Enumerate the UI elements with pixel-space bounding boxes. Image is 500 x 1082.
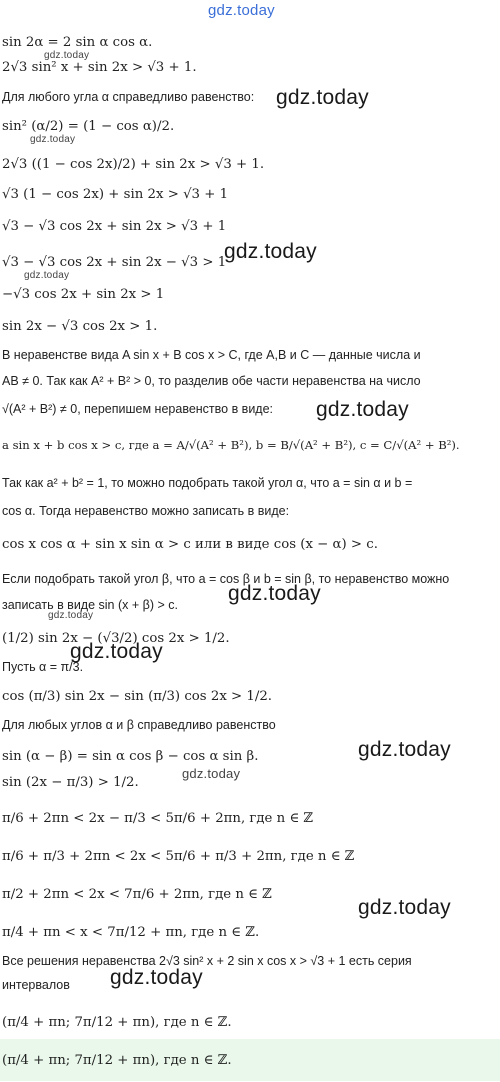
watermark-small: gdz.today bbox=[30, 134, 76, 145]
text-line: Пусть α = π/3. bbox=[2, 660, 84, 674]
answer-line: (π/4 + πn; 7π/12 + πn), где n ∈ ℤ. bbox=[2, 1053, 232, 1068]
watermark: gdz.today bbox=[358, 896, 451, 919]
watermark-top: gdz.today bbox=[208, 2, 275, 19]
watermark: gdz.today bbox=[224, 240, 317, 263]
formula-line: √3 (1 − cos 2x) + sin 2x > √3 + 1 bbox=[2, 187, 229, 202]
formula-line: π/6 + π/3 + 2πn < 2x < 5π/6 + π/3 + 2πn, где n ∈ ℤ bbox=[2, 849, 355, 864]
watermark: gdz.today bbox=[316, 398, 409, 421]
formula-line: sin (2x − π/3) > 1/2. bbox=[2, 775, 139, 790]
text-line: Если подобрать такой угол β, что a = cos β и b = sin β, то неравенство можно bbox=[2, 572, 450, 586]
text-line: В неравенстве вида A sin x + B cos x > C, где A,B и C — данные числа и bbox=[2, 348, 421, 362]
watermark: gdz.today bbox=[358, 738, 451, 761]
text-line: cos α. Тогда неравенство можно записать в виде: bbox=[2, 504, 290, 518]
text-line: записать в виде sin (x + β) > c. bbox=[2, 598, 178, 612]
formula-line: 2√3 ((1 − cos 2x)/2) + sin 2x > √3 + 1. bbox=[2, 157, 265, 172]
formula-line: sin 2α = 2 sin α cos α. bbox=[2, 35, 153, 50]
watermark: gdz.today bbox=[110, 966, 203, 989]
formula-line: π/2 + 2πn < 2x < 7π/6 + 2πn, где n ∈ ℤ bbox=[2, 887, 272, 902]
watermark: gdz.today bbox=[70, 640, 163, 663]
formula-line: π/4 + πn < x < 7π/12 + πn, где n ∈ ℤ. bbox=[2, 925, 260, 940]
text-line: Так как a² + b² = 1, то можно подобрать такой угол α, что a = sin α и b = bbox=[2, 476, 413, 490]
watermark: gdz.today bbox=[228, 582, 321, 605]
formula-line: π/6 + 2πn < 2x − π/3 < 5π/6 + 2πn, где n ∈ ℤ bbox=[2, 811, 314, 826]
formula-line: cos x cos α + sin x sin α > c или в виде cos (x − α) > c. bbox=[2, 537, 378, 552]
text-line: Для любого угла α справедливо равенство: bbox=[2, 90, 255, 104]
formula-line: −√3 cos 2x + sin 2x > 1 bbox=[2, 287, 165, 302]
formula-line: a sin x + b cos x > c, где a = A/√(A² + B²), b = B/√(A² + B²), c = C/√(A² + B²). bbox=[2, 438, 460, 452]
formula-line: (1/2) sin 2x − (√3/2) cos 2x > 1/2. bbox=[2, 631, 230, 646]
text-line: Все решения неравенства 2√3 sin² x + 2 sin x cos x > √3 + 1 есть серия bbox=[2, 954, 412, 968]
text-line: √(A² + B²) ≠ 0, перепишем неравенство в виде: bbox=[2, 402, 274, 416]
watermark-small: gdz.today bbox=[182, 766, 241, 781]
text-line: AB ≠ 0. Так как A² + B² > 0, то разделив обе части неравенства на число bbox=[2, 374, 421, 388]
watermark-small: gdz.today bbox=[24, 270, 70, 281]
watermark-small: gdz.today bbox=[44, 50, 90, 61]
formula-line: 2√3 sin² x + sin 2x > √3 + 1. bbox=[2, 60, 197, 75]
formula-line: cos (π/3) sin 2x − sin (π/3) cos 2x > 1/2. bbox=[2, 689, 273, 704]
formula-line: sin² (α/2) = (1 − cos α)/2. bbox=[2, 119, 175, 134]
formula-line: sin 2x − √3 cos 2x > 1. bbox=[2, 319, 158, 334]
formula-line: √3 − √3 cos 2x + sin 2x − √3 > 1 bbox=[2, 255, 227, 270]
formula-line: (π/4 + πn; 7π/12 + πn), где n ∈ ℤ. bbox=[2, 1015, 232, 1030]
formula-line: √3 − √3 cos 2x + sin 2x > √3 + 1 bbox=[2, 219, 227, 234]
watermark: gdz.today bbox=[276, 86, 369, 109]
watermark-small: gdz.today bbox=[48, 610, 94, 621]
text-line: интервалов bbox=[2, 978, 70, 992]
formula-line: sin (α − β) = sin α cos β − cos α sin β. bbox=[2, 749, 259, 764]
text-line: Для любых углов α и β справедливо равенство bbox=[2, 718, 276, 732]
